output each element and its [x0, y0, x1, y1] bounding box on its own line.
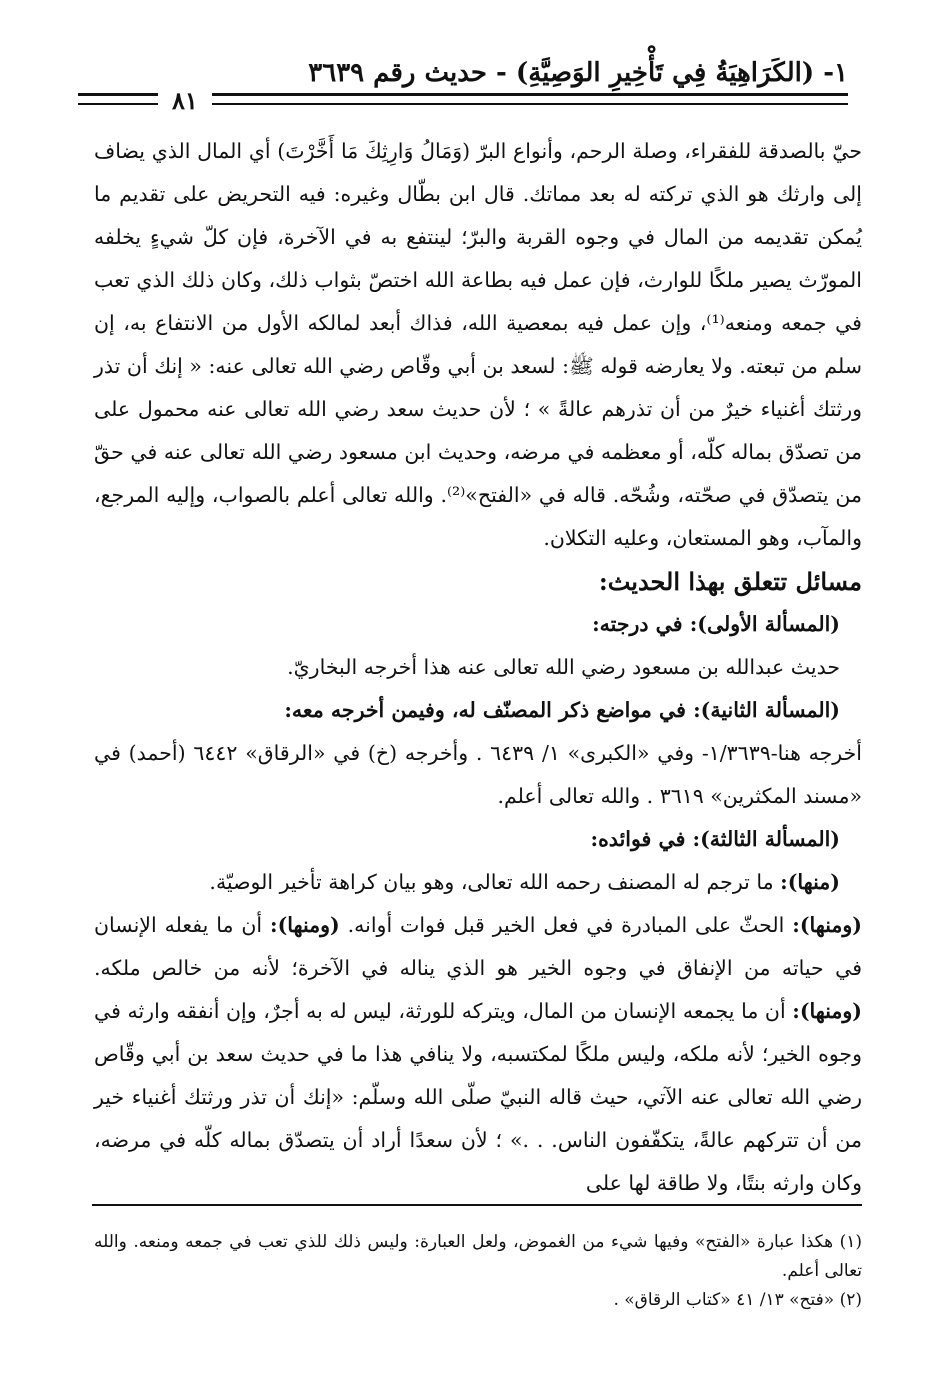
issue-label: (المسألة الثانية):: [693, 698, 840, 722]
issue-title: في درجته:: [592, 612, 683, 636]
benefit-item: [94, 904, 862, 1205]
benefit-label: (ومنها):: [270, 913, 340, 937]
issue-label: (المسألة الثالثة):: [692, 827, 840, 851]
issue-text: أخرجه هنا-١/٣٦٣٩- وفي «الكبرى» ١/ ٦٤٣٩ . وأخرجه (خ) في «الرقاق» ٦٤٤٢ (أحمد) في «مسند المكثرين» ٣٦١٩ . والله تعالى أعلم.: [94, 741, 862, 808]
benefit-label: (منها):: [780, 870, 840, 894]
benefit-label: (ومنها):: [792, 913, 862, 937]
issue-heading: [94, 818, 862, 861]
benefit-label: (ومنها):: [792, 999, 862, 1023]
issue-title: في فوائده:: [590, 827, 686, 851]
page-header: [78, 50, 848, 120]
benefit-text: ما ترجم له المصنف رحمه الله تعالى، وهو بيان كراهة تأخير الوصيّة.: [209, 870, 774, 894]
benefit-text: الحثّ على المبادرة في فعل الخير قبل فوات أوانه.: [347, 913, 785, 937]
issue-label: (المسألة الأولى):: [689, 612, 840, 636]
footnote: (١) هكذا عبارة «الفتح» وفيها شيء من الغموض، ولعل العبارة: وليس ذلك للذي تعب في جمعه ومنعه. والله تعالى أعلم.: [94, 1232, 862, 1281]
benefit-text: أن ما يفعله الإنسان في حياته من الإنفاق في وجوه الخير هو الذي يناله في الآخرة؛ لأنه من خالص ملكه.: [94, 913, 862, 980]
issue-title: في مواضع ذكر المصنّف له، وفيمن أخرجه معه:: [284, 698, 686, 722]
benefit-item: [94, 861, 862, 904]
issue-heading: [94, 689, 862, 732]
footnote-divider: [92, 1204, 862, 1206]
section-heading: مسائل تتعلق بهذا الحديث:: [598, 567, 862, 596]
page-number: ٨١: [158, 86, 212, 115]
commentary-paragraph: حيّ بالصدقة للفقراء، وصلة الرحم، وأنواع البرّ (وَمَالُ وَارِثِكَ مَا أَخَّرْتَ) أي المال الذي يضاف إلى وارثك هو الذي تركته له بعد مماتك. قال ابن بطّال وغيره: فيه التحريض على تقديم ما يُمكن تقديمه من المال في وجوه القربة والبرّ؛ لينتفع به في الآخرة، فإن كلّ شيءٍ يخلفه المورّث يصير ملكًا للوارث، فإن عمل فيه بطاعة الله اختصّ بثواب ذلك، وكان ذلك الذي تعب في جمعه ومنعه⁽¹⁾، وإن عمل فيه بمعصية الله، فذاك أبعد لمالكه الأول من الانتفاع به، إن سلم من تبعته. ولا يعارضه قوله ﷺ: لسعد بن أبي وقّاص رضي الله تعالى عنه: « إنك أن تذر ورثتك أغنياء خيرٌ من أن تذرهم عالةً » ؛ لأن حديث سعد رضي الله تعالى عنه محمول على من تصدّق بماله كلّه، أو معظمه في مرضه، وحديث ابن مسعود رضي الله تعالى عنه في حقّ من يتصدّق في صحّته، وشُحّه. قاله في «الفتح»⁽²⁾. والله تعالى أعلم بالصواب، وإليه المرجع، والمآب، وهو المستعان، وعليه التكلان.: [94, 139, 862, 550]
footnotes: [94, 1228, 862, 1315]
issue-heading: [94, 603, 862, 646]
issue-text: حديث عبدالله بن مسعود رضي الله تعالى عنه هذا أخرجه البخاريّ.: [287, 655, 840, 679]
main-text: [94, 130, 862, 1205]
running-title: ١- (الكَرَاهِيَةُ فِي تَأْخِيرِ الوَصِيَّةِ) - حديث رقم ٣٦٣٩: [308, 58, 848, 88]
footnote: (٢) «فتح» ١٣/ ٤١ «كتاب الرقاق» .: [613, 1290, 862, 1310]
benefit-text: أن ما يجمعه الإنسان من المال، ويتركه للورثة، ليس له به أجرٌ، وإن أنفقه وارثه في وجوه الخير؛ لأنه ملكه، وليس ملكًا لمكتسبه، ولا ينافي هذا ما في حديث سعد بن أبي وقّاص رضي الله تعالى عنه الآتي، حيث قاله النبيّ صلّى الله وسلّم: «إنك أن تذر ورثتك أغنياء خير من أن تتركهم عالةً، يتكفّفون الناس. . .» ؛ لأن سعدًا أراد أن يتصدّق بماله كلّه في مرضه، وكان وارثه بنتًا، ولا طاقة لها على: [94, 999, 862, 1195]
